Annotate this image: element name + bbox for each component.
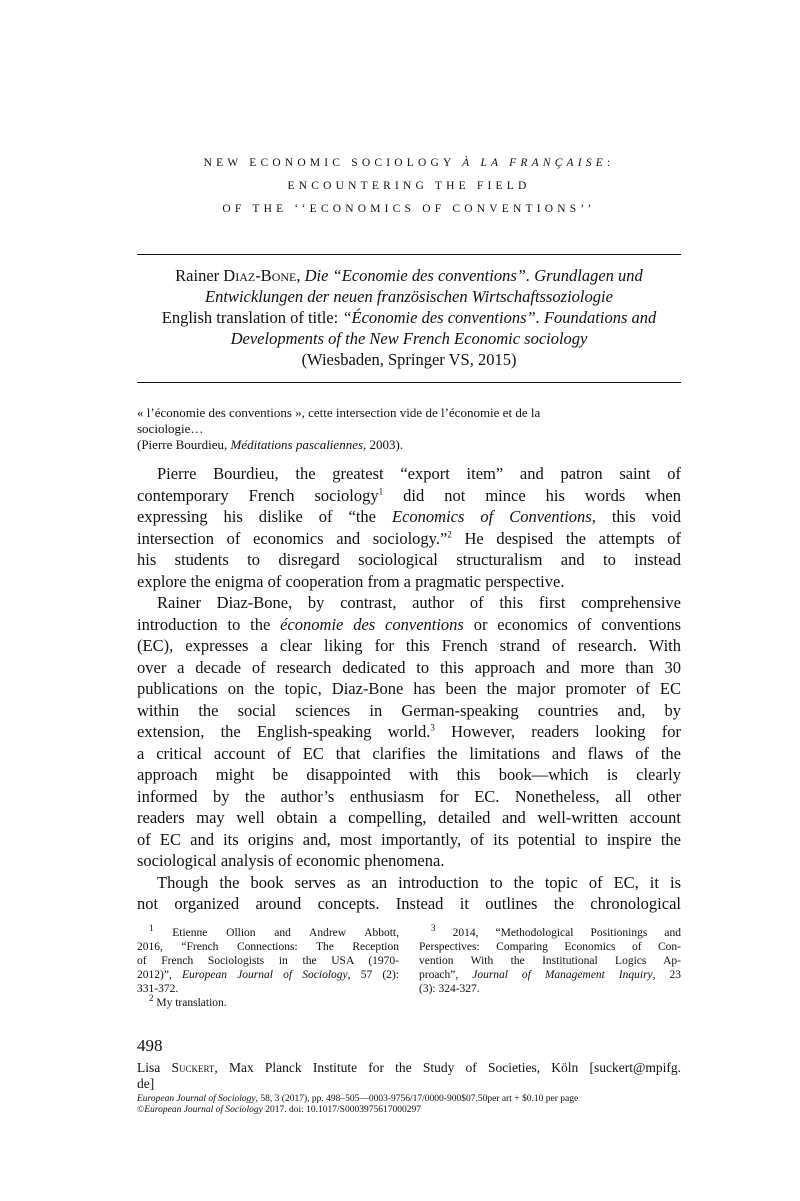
book-ref-line-4: Developments of the New French Economic sociology: [230, 329, 588, 348]
top-rule: [137, 254, 681, 255]
paragraph-2-line: informed by the author’s enthusiasm for EC. Nonetheless, all other: [137, 786, 681, 806]
book-ref-line-2: Entwicklungen der neuen französischen Wirtschaftssoziologie: [205, 287, 613, 306]
paragraph-1-line: Pierre Bourdieu, the greatest “export item” and patron saint of: [157, 464, 681, 483]
title-line-3: OF THE ‘‘ECONOMICS OF CONVENTIONS’’: [222, 203, 596, 215]
footnote-ref-2[interactable]: 2: [447, 529, 452, 539]
paragraph-3-line: not organized around concepts. Instead it outlines the chronological: [137, 894, 681, 913]
footnote-ref-3[interactable]: 3: [430, 722, 435, 733]
book-reference: [137, 265, 681, 370]
epigraph: « l’économie des conventions », cette intersection vide de l’économie et de la sociologie… (Pierre Bourdieu, Méditations pascaliennes, 2003).: [137, 405, 681, 453]
body-text: [137, 463, 681, 915]
book-ref-line-1: Rainer Diaz-Bone, Die “Economie des conventions”. Grundlagen und: [175, 266, 643, 285]
footnote-ref-1[interactable]: 1: [378, 486, 384, 496]
page-number: 498: [137, 1036, 163, 1055]
footnotes-left-column: [137, 923, 400, 1010]
paragraph-1-line: explore the enigma of cooperation from a pragmatic perspective.: [137, 571, 565, 591]
article-title: [137, 152, 681, 221]
footnote-3-line: proach”, Journal of Management Inquiry, 23: [419, 969, 681, 981]
paragraph-2-line: sociological analysis of economic phenomena.: [137, 851, 445, 870]
paragraph-2-line: over a decade of research dedicated to this approach and more than 30: [137, 657, 681, 677]
footnote-3-line: Perspectives: Comparing Economics of Con-: [419, 941, 681, 953]
bottom-rule: [137, 382, 681, 383]
paragraph-2-line: Rainer Diaz-Bone, by contrast, author of this first comprehensive: [157, 593, 681, 612]
paragraph-2-line: introduction to the économie des conventions or economics of conventions: [137, 614, 681, 634]
footnote-3-line: vention With the Institutional Logics Ap-: [419, 955, 681, 967]
footnotes-right-column: [419, 923, 682, 996]
paragraph-2-line: a critical account of EC that clarifies the limitations and flaws of the: [137, 743, 681, 763]
footnote-1: $^1$ Etienne Ollion and Andrew Abbott,: [149, 923, 400, 939]
title-line-1: NEW ECONOMIC SOCIOLOGY À LA FRANÇAISE:: [203, 157, 615, 169]
paragraph-1-line: expressing his dislike of “the Economics of Conventions, this void: [137, 507, 681, 526]
footnote-2: $^2$ My translation.: [149, 993, 227, 1009]
footnote-3: $^3$ 2014, “Methodological Positionings and: [431, 923, 682, 939]
paragraph-2-line: approach might be disappointed with this book—which is clearly: [137, 765, 681, 784]
reviewer-affiliation: Lisa Suckert, Max Planck Institute for the Study of Societies, Köln [suckert@mpifg. de]: [137, 1060, 681, 1091]
footnote-3-line: (3): 324-327.: [419, 983, 480, 995]
book-publisher: (Wiesbaden, Springer VS, 2015): [301, 350, 517, 369]
footnote-number-2: 2: [149, 993, 154, 1004]
paragraph-1-line: intersection of economics and sociology.”$^2$ He despised the attempts of: [137, 528, 681, 548]
paragraph-2-line: publications on the topic, Diaz-Bone has been the major promoter of EC: [137, 679, 681, 698]
book-ref-line-3: English translation of title: “Économie des conventions”. Foundations and: [161, 308, 657, 327]
paragraph-3-line: Though the book serves as an introduction to the topic of EC, it is: [157, 872, 681, 892]
paragraph-2-line: extension, the English-speaking world.$^3$ However, readers looking for: [137, 722, 681, 741]
footnote-number-3: 3: [431, 923, 436, 934]
epigraph-source: (Pierre Bourdieu, Méditations pascaliennes, 2003).: [137, 437, 404, 452]
journal-copyright: ©European Journal of Sociology 2017. doi: 10.1017/S0003975617000297: [137, 1105, 421, 1115]
footnote-1-line: 2012)”, European Journal of Sociology, 57 (2):: [137, 969, 400, 981]
footnote-1-line: 2016, “French Connections: The Reception: [137, 941, 399, 953]
footnote-number-1: 1: [149, 923, 154, 934]
footnote-1-line: 331-372.: [137, 983, 179, 995]
journal-info: [137, 1094, 681, 1116]
footnote-1-line: of French Sociologists in the USA (1970-: [137, 955, 399, 967]
title-line-2: ENCOUNTERING THE FIELD: [287, 180, 531, 192]
paragraph-2-line: of EC and its origins and, most importantly, of its potential to inspire the: [137, 829, 681, 849]
paragraph-2-line: (EC), expresses a clear liking for this French strand of research. With: [137, 636, 681, 655]
paragraph-1-line: his students to disregard sociological structuralism and to instead: [137, 550, 681, 569]
paragraph-1-line: contemporary French sociology$^1$ did not mince his words when: [137, 485, 682, 505]
paragraph-2-line: within the social sciences in German-speaking countries and, by: [137, 700, 681, 720]
journal-citation: European Journal of Sociology, 58, 3 (2017), pp. 498–505—0003-9756/17/0000-900$07.50per art + $0.10 per page: [137, 1094, 579, 1104]
paragraph-2-line: readers may well obtain a compelling, detailed and well-written account: [137, 808, 681, 827]
